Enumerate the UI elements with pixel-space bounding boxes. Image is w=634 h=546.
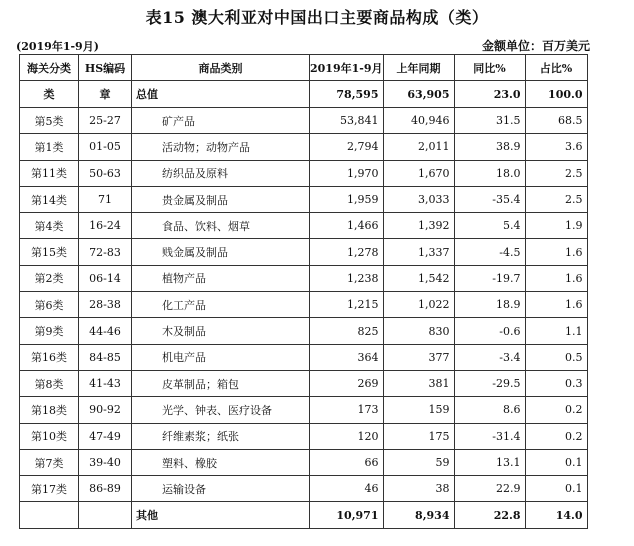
cell-current: 10,971 [310,502,384,529]
cell-previous: 830 [383,318,454,344]
period-label: (2019年1-9月) [16,40,99,53]
cell-class: 第2类 [20,265,79,291]
table-row [20,292,588,318]
cell-category [132,423,310,449]
cell-share: 1.9 [525,213,587,239]
category-text: 贵金属及制品 [162,193,228,207]
header-customs-class: 海关分类 [20,55,79,81]
table-row [20,134,588,160]
cell-yoy: -35.4 [454,186,525,212]
total-row [20,81,588,108]
cell-yoy: 18.9 [454,292,525,318]
cell-category [132,134,310,160]
cell-current: 173 [310,397,384,423]
category-text: 化工产品 [162,298,206,312]
cell-previous: 377 [383,344,454,370]
cell-current: 825 [310,318,384,344]
cell-category [132,397,310,423]
table-title: 表15 澳大利亚对中国出口主要商品构成（类） [145,8,489,27]
cell-category [132,239,310,265]
cell-previous: 1,542 [383,265,454,291]
cell-yoy: -0.6 [454,318,525,344]
cell-hs: 28-38 [79,292,132,318]
cell-current: 1,959 [310,186,384,212]
cell-hs: 90-92 [79,397,132,423]
cell-previous: 1,337 [383,239,454,265]
cell-yoy: 5.4 [454,213,525,239]
cell-current: 364 [310,344,384,370]
table-row [20,160,588,186]
cell-category [132,292,310,318]
category-text: 纤维素浆；纸张 [162,430,239,444]
table-row [20,265,588,291]
table-row [20,423,588,449]
cell-yoy: 13.1 [454,449,525,475]
cell-share: 0.3 [525,370,587,396]
category-text: 矿产品 [162,114,195,128]
cell-previous: 40,946 [383,108,454,134]
cell-current: 1,466 [310,213,384,239]
cell-previous: 175 [383,423,454,449]
cell-class: 第16类 [20,344,79,370]
cell-class: 第17类 [20,476,79,502]
cell-hs: 25-27 [79,108,132,134]
cell-share: 0.5 [525,344,587,370]
table-row [20,397,588,423]
cell-hs: 44-46 [79,318,132,344]
cell-share: 1.6 [525,239,587,265]
cell-hs: 84-85 [79,344,132,370]
cell-current: 1,215 [310,292,384,318]
table-row [20,344,588,370]
cell-hs: 47-49 [79,423,132,449]
cell-class: 第14类 [20,186,79,212]
header-yoy: 同比% [454,55,525,81]
cell-yoy: -31.4 [454,423,525,449]
cell-current: 269 [310,370,384,396]
cell-hs: 06-14 [79,265,132,291]
cell-current: 78,595 [310,81,384,108]
export-composition-table [19,54,588,529]
cell-class: 第4类 [20,213,79,239]
cell-current: 120 [310,423,384,449]
cell-previous: 8,934 [383,502,454,529]
cell-previous: 38 [383,476,454,502]
cell-yoy: -3.4 [454,344,525,370]
header-category: 商品类别 [132,55,310,81]
table-row [20,239,588,265]
cell-yoy: 22.8 [454,502,525,529]
cell-hs: 章 [79,81,132,108]
header-share: 占比% [525,55,587,81]
cell-hs: 71 [79,186,132,212]
cell-class: 第10类 [20,423,79,449]
cell-class: 第5类 [20,108,79,134]
cell-yoy: -4.5 [454,239,525,265]
cell-class: 第9类 [20,318,79,344]
category-text: 塑料、橡胶 [162,456,217,470]
cell-class: 第6类 [20,292,79,318]
cell-share: 1.1 [525,318,587,344]
table-row [20,318,588,344]
category-text: 食品、饮料、烟草 [162,219,250,233]
category-text: 运输设备 [162,482,206,496]
cell-hs: 01-05 [79,134,132,160]
table-header-row [20,55,588,81]
cell-category [132,186,310,212]
cell-share: 1.6 [525,265,587,291]
cell-share: 1.6 [525,292,587,318]
cell-yoy: -29.5 [454,370,525,396]
cell-class: 第11类 [20,160,79,186]
cell-previous: 3,033 [383,186,454,212]
category-text: 贱金属及制品 [162,246,228,260]
category-text: 木及制品 [162,325,206,339]
cell-yoy: 31.5 [454,108,525,134]
cell-category [132,449,310,475]
table-row [20,108,588,134]
cell-previous: 381 [383,370,454,396]
cell-class: 第8类 [20,370,79,396]
cell-share: 2.5 [525,186,587,212]
cell-current: 66 [310,449,384,475]
cell-class: 第15类 [20,239,79,265]
cell-share: 0.1 [525,476,587,502]
cell-class: 类 [20,81,79,108]
cell-hs: 39-40 [79,449,132,475]
cell-yoy: 18.0 [454,160,525,186]
cell-previous: 1,392 [383,213,454,239]
cell-share: 0.2 [525,397,587,423]
category-text: 机电产品 [162,351,206,365]
cell-category [132,476,310,502]
table-row [20,370,588,396]
table-row [20,213,588,239]
cell-yoy: 23.0 [454,81,525,108]
cell-hs: 72-83 [79,239,132,265]
cell-share: 100.0 [525,81,587,108]
cell-hs: 50-63 [79,160,132,186]
category-text: 其他 [136,509,158,523]
table-row [20,449,588,475]
cell-class: 第1类 [20,134,79,160]
unit-label: 金额单位：百万美元 [482,39,591,53]
cell-category [132,318,310,344]
table-row [20,476,588,502]
cell-yoy: 22.9 [454,476,525,502]
cell-previous: 2,011 [383,134,454,160]
cell-current: 2,794 [310,134,384,160]
cell-current: 1,970 [310,160,384,186]
cell-category [132,108,310,134]
cell-share: 0.1 [525,449,587,475]
cell-current: 46 [310,476,384,502]
cell-previous: 59 [383,449,454,475]
cell-class: 第7类 [20,449,79,475]
category-text: 纺织品及原料 [162,167,228,181]
cell-category [132,265,310,291]
cell-current: 1,238 [310,265,384,291]
header-current: 2019年1-9月 [310,55,384,81]
table-row [20,186,588,212]
cell-category [132,502,310,529]
cell-category [132,370,310,396]
category-text: 植物产品 [162,272,206,286]
header-hs-code: HS编码 [79,55,132,81]
cell-share: 3.6 [525,134,587,160]
cell-share: 2.5 [525,160,587,186]
other-row [20,502,588,529]
cell-hs: 41-43 [79,370,132,396]
cell-yoy: 38.9 [454,134,525,160]
header-previous: 上年同期 [383,55,454,81]
category-text: 光学、钟表、医疗设备 [162,403,272,417]
cell-current: 1,278 [310,239,384,265]
category-text: 总值 [136,88,158,101]
category-text: 活动物；动物产品 [162,140,250,154]
cell-category [132,344,310,370]
cell-current: 53,841 [310,108,384,134]
cell-class [20,502,79,529]
cell-hs: 86-89 [79,476,132,502]
cell-hs: 16-24 [79,213,132,239]
cell-share: 68.5 [525,108,587,134]
cell-previous: 63,905 [383,81,454,108]
cell-yoy: -19.7 [454,265,525,291]
cell-category [132,81,310,108]
cell-hs [79,502,132,529]
cell-category [132,160,310,186]
cell-share: 14.0 [525,502,587,529]
cell-previous: 1,022 [383,292,454,318]
cell-previous: 159 [383,397,454,423]
cell-yoy: 8.6 [454,397,525,423]
cell-category [132,213,310,239]
cell-class: 第18类 [20,397,79,423]
category-text: 皮革制品；箱包 [162,377,239,391]
cell-share: 0.2 [525,423,587,449]
cell-previous: 1,670 [383,160,454,186]
